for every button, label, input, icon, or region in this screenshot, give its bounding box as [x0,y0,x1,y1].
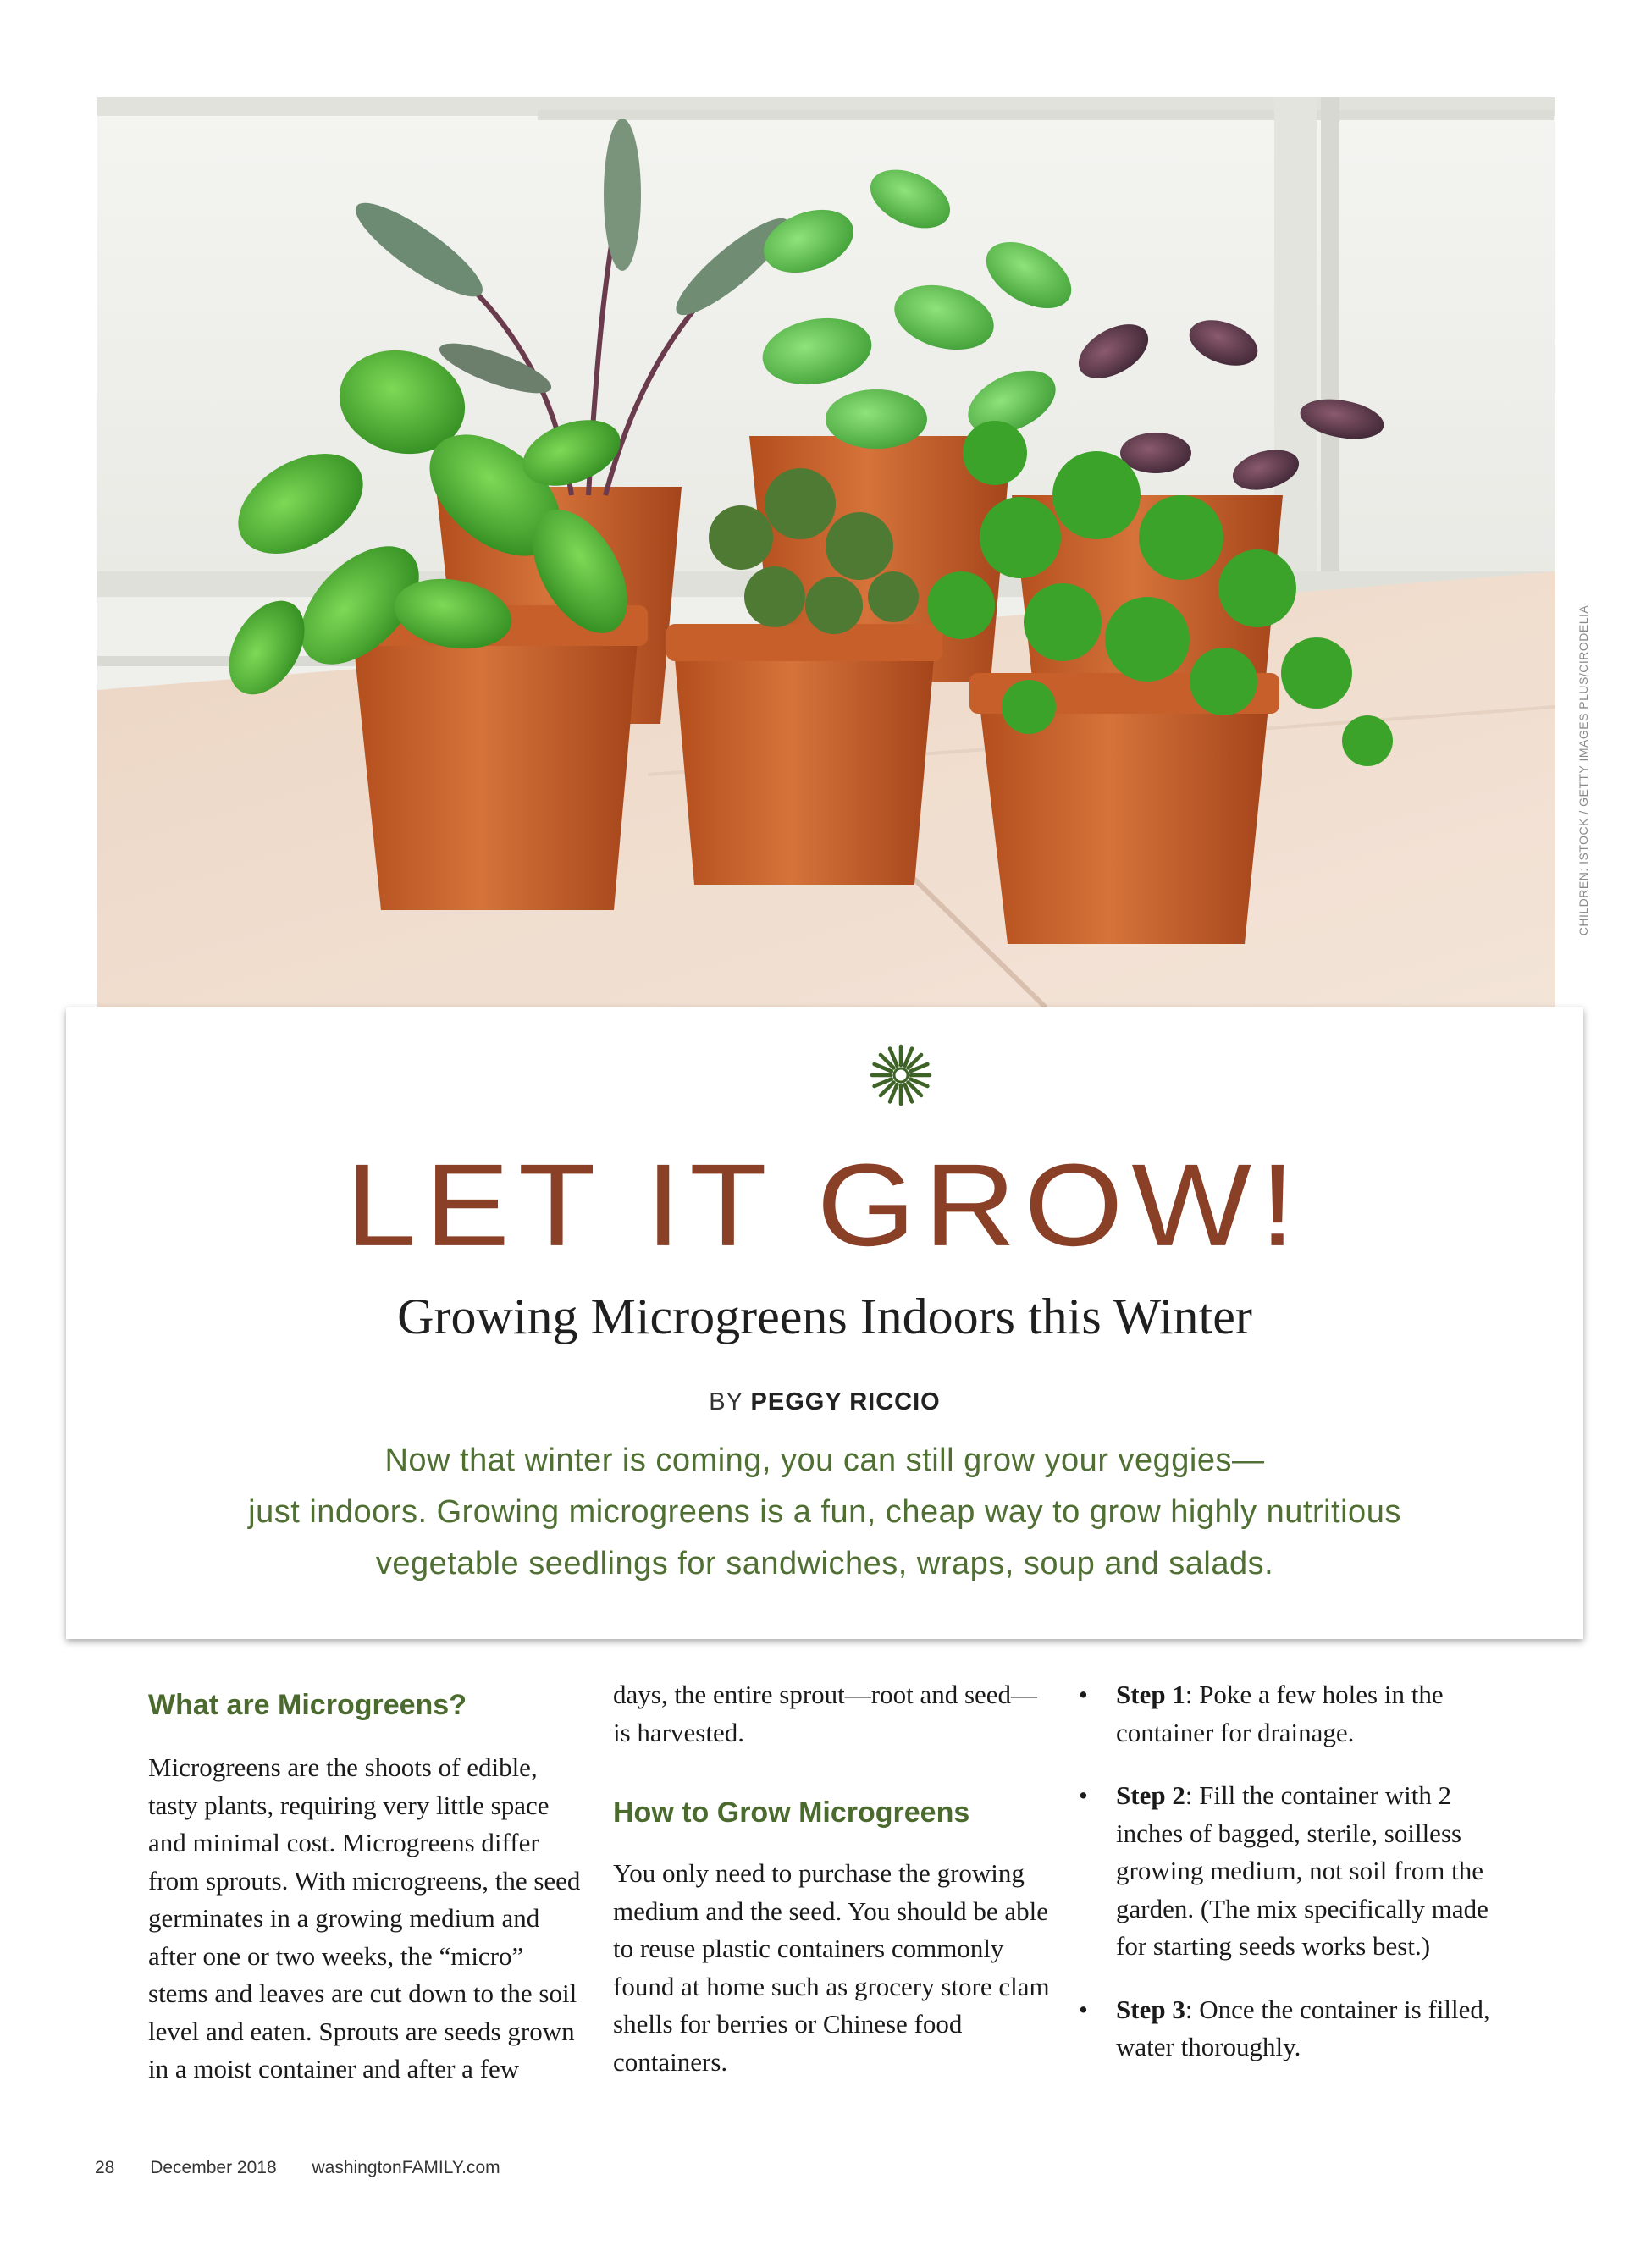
step-text: : Fill the container with 2 inches of bagged, sterile, soilless growing medium, not soil from the garden. (The mix specifically made for starting seeds works best.) [1116,1780,1489,1961]
byline-prefix: BY [709,1388,743,1415]
step-label: Step 3 [1116,1994,1185,2024]
site-url: washingtonFAMILY.com [312,2158,500,2177]
intro-line-2: just indoors. Growing microgreens is a fun, cheap way to grow highly nutritious [248,1494,1401,1530]
article-column-1 [148,1676,588,2089]
byline [66,1388,1583,1416]
herb-pots-photo [97,97,1555,1007]
intro-line-1: Now that winter is coming, you can still grow your veggies— [384,1443,1265,1478]
article-column-2 [613,1676,1053,2081]
bullet: • [1079,1680,1088,1709]
issue-date: December 2018 [150,2158,277,2177]
headline-text: LET IT GROW! [345,1139,1304,1271]
section-body-how-to: You only need to purchase the growing medium and the seed. You should be able to reuse plastic containers commonly found at home such as grocery store clam shells for berries or Chinese food containers. [613,1858,1050,2077]
byline-author: PEGGY RICCIO [750,1388,941,1415]
section-body-continued: days, the entire sprout—root and seed—is harvested. [613,1680,1038,1747]
photo-credit: CHILDREN: ISTOCK / GETTY IMAGES PLUS/CIRODELIA [1577,604,1590,936]
intro-line-3: vegetable seedlings for sandwiches, wraps, soup and salads. [375,1546,1274,1581]
page-footer [95,2158,531,2178]
step-label: Step 2 [1116,1780,1185,1810]
section-heading-what-are: What are Microgreens? [148,1689,467,1721]
page-number: 28 [95,2158,115,2177]
title-card [66,1007,1583,1639]
section-body-what-are: Microgreens are the shoots of edible, tasty plants, requiring very little space and minimal cost. Microgreens differ from sprouts. With microgreens, the seed germinates in a growing medium and after one or two weeks, the “micro” stems and leaves are cut down to the soil level and eaten. Sprouts are seeds grown in a moist container and after a few [148,1752,581,2083]
subhead: Growing Microgreens Indoors this Winter [397,1289,1252,1344]
bullet: • [1079,1780,1088,1810]
step-text: : Poke a few holes in the container for drainage. [1116,1680,1444,1747]
section-heading-how-to: How to Grow Microgreens [613,1796,970,1829]
list-item [1074,1777,1514,1966]
intro-deck [193,1435,1456,1590]
herb-pots-illustration [97,97,1555,1007]
list-item [1074,1991,1514,2067]
bullet: • [1079,1994,1088,2024]
sunburst-icon [867,1041,935,1109]
list-item [1074,1676,1514,1752]
steps-list [1074,1676,1514,2067]
step-text: : Once the container is filled, water thoroughly. [1116,1994,1490,2061]
article-column-3 [1074,1676,1514,2092]
headline [66,1139,1583,1271]
step-label: Step 1 [1116,1680,1185,1709]
